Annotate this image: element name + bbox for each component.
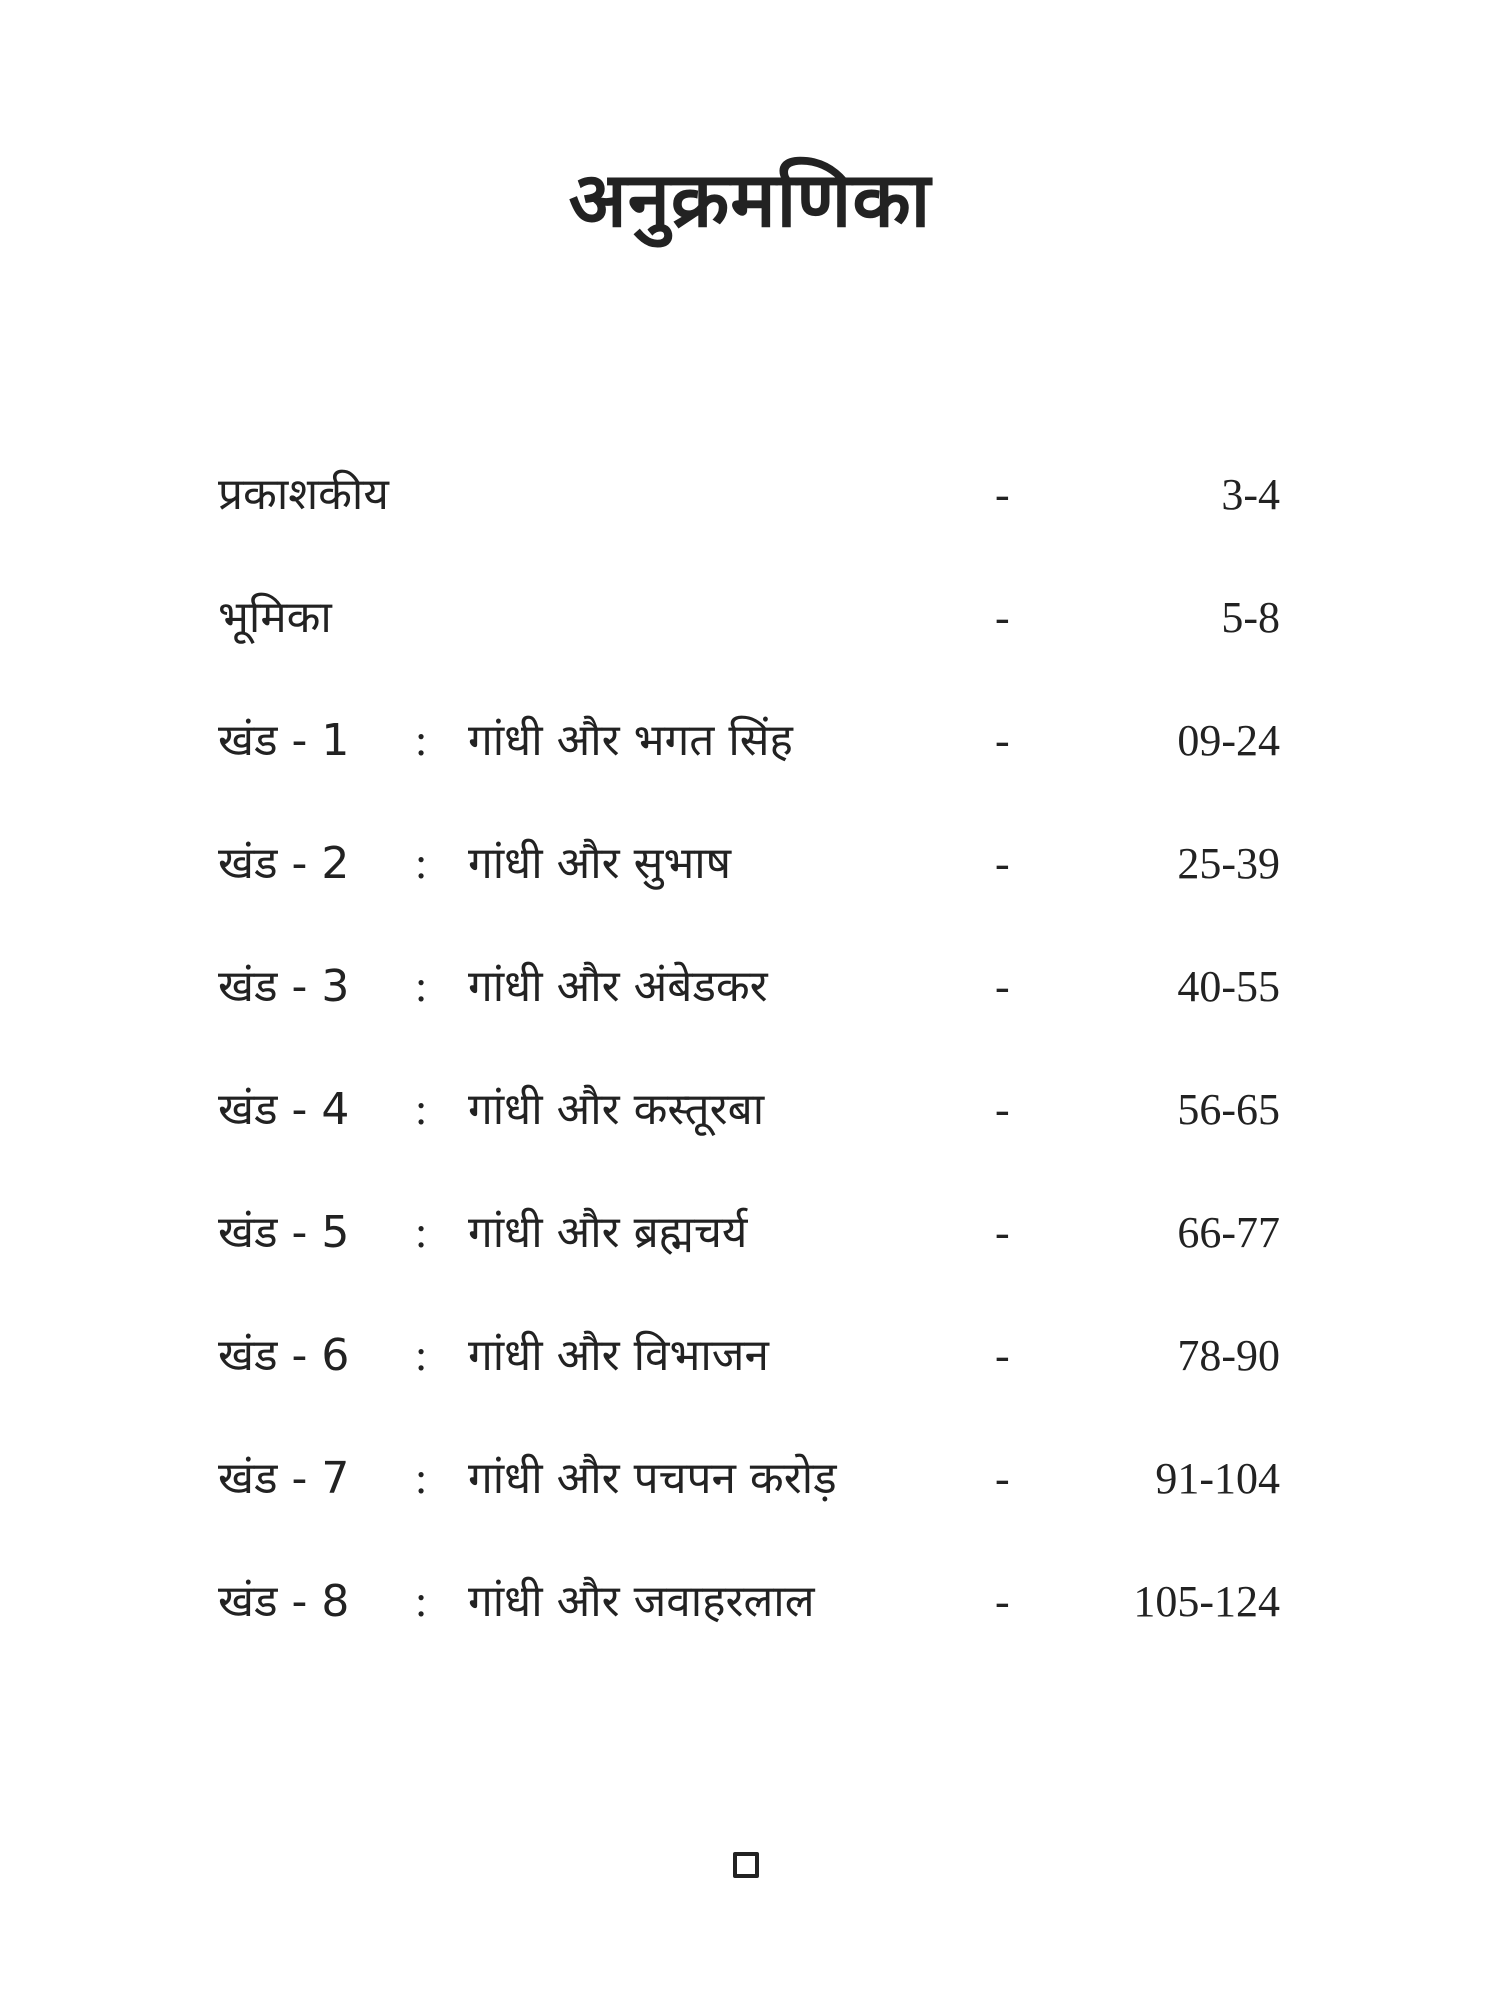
entry-subtitle: गांधी और पचपन करोड़: [468, 1453, 837, 1504]
entry-dash: -: [995, 1208, 1010, 1257]
entry-colon: :: [415, 716, 428, 765]
entry-pages: 91-104: [1155, 1454, 1280, 1503]
entry-colon: :: [415, 1085, 428, 1134]
entry-dash: -: [995, 470, 1010, 519]
entry-subtitle: गांधी और अंबेडकर: [468, 961, 768, 1012]
entry-dash: -: [995, 1085, 1010, 1134]
entry-colon: :: [415, 1208, 428, 1257]
entry-colon: :: [415, 1331, 428, 1380]
entry-dash: -: [995, 1577, 1010, 1626]
entry-dash: -: [995, 962, 1010, 1011]
entry-part: खंड - 4: [218, 1084, 350, 1135]
entry-pages: 09-24: [1177, 716, 1280, 765]
toc-entry-part-7: [0, 1439, 1500, 1519]
entry-subtitle: गांधी और सुभाष: [468, 838, 732, 889]
toc-entry-part-2: [0, 824, 1500, 904]
entry-part: खंड - 5: [218, 1207, 350, 1258]
entry-subtitle: गांधी और कस्तूरबा: [468, 1084, 765, 1135]
toc-entry-part-4: [0, 1070, 1500, 1150]
entry-pages: 56-65: [1177, 1085, 1280, 1134]
entry-part: खंड - 7: [218, 1453, 350, 1504]
toc-entry-preface: [0, 455, 1500, 535]
entry-colon: :: [415, 839, 428, 888]
entry-dash: -: [995, 839, 1010, 888]
entry-part: खंड - 1: [218, 715, 350, 766]
entry-pages: 66-77: [1177, 1208, 1280, 1257]
entry-pages: 5-8: [1221, 593, 1280, 642]
entry-subtitle: गांधी और जवाहरलाल: [468, 1576, 815, 1627]
entry-dash: -: [995, 593, 1010, 642]
entry-pages: 40-55: [1177, 962, 1280, 1011]
entry-part: खंड - 6: [218, 1330, 350, 1381]
entry-subtitle: गांधी और विभाजन: [468, 1330, 769, 1381]
entry-pages: 3-4: [1221, 470, 1280, 519]
entry-dash: -: [995, 716, 1010, 765]
entry-dash: -: [995, 1454, 1010, 1503]
entry-label: भूमिका: [218, 592, 332, 643]
entry-part: खंड - 3: [218, 961, 350, 1012]
entry-dash: -: [995, 1331, 1010, 1380]
entry-part: खंड - 2: [218, 838, 350, 889]
toc-entry-part-8: [0, 1562, 1500, 1642]
entry-part: खंड - 8: [218, 1576, 350, 1627]
toc-entry-part-5: [0, 1193, 1500, 1273]
toc-entry-part-3: [0, 947, 1500, 1027]
entry-pages: 25-39: [1177, 839, 1280, 888]
entry-pages: 78-90: [1177, 1331, 1280, 1380]
entry-subtitle: गांधी और भगत सिंह: [468, 715, 793, 766]
toc-entry-part-1: [0, 701, 1500, 781]
entry-colon: :: [415, 1454, 428, 1503]
entry-label: प्रकाशकीय: [218, 469, 389, 520]
toc-entry-introduction: [0, 578, 1500, 658]
entry-colon: :: [415, 962, 428, 1011]
entry-colon: :: [415, 1577, 428, 1626]
entry-subtitle: गांधी और ब्रह्मचर्य: [468, 1207, 748, 1258]
toc-entry-part-6: [0, 1316, 1500, 1396]
square-end-mark-icon: [733, 1852, 759, 1878]
page-title: अनुक्रमणिका: [568, 155, 932, 244]
entry-pages: 105-124: [1133, 1577, 1280, 1626]
